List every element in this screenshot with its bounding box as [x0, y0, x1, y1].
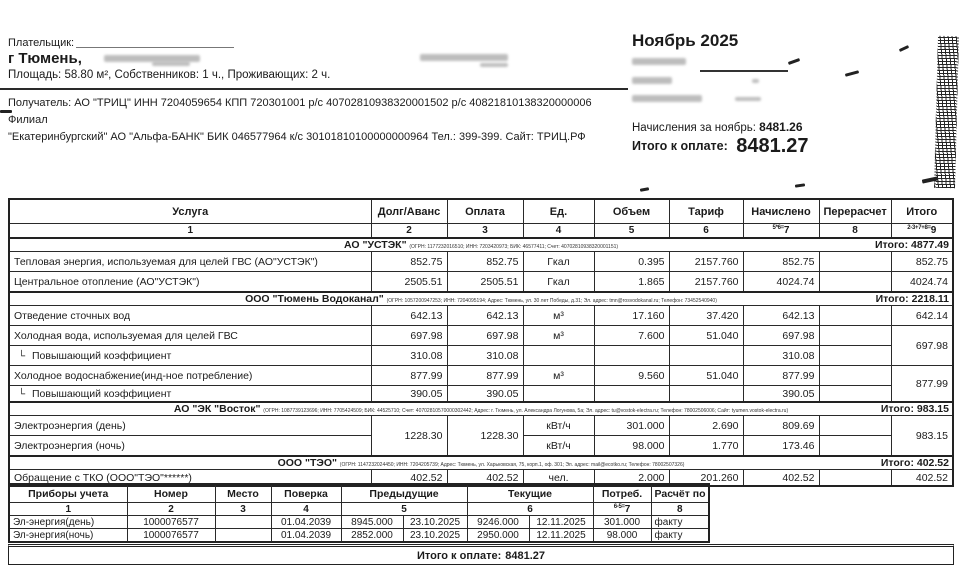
col-num: 8	[651, 503, 709, 516]
scan-artifact	[788, 58, 800, 65]
meter-row: Эл-энергия(день) 1000076577 01.04.2039 8945.000 23.10.2025 9246.000 12.11.2025 301.000 факту	[9, 516, 709, 529]
section-total: Итого: 983.15	[880, 403, 949, 415]
charges-header-row	[9, 199, 953, 224]
col-num: 4	[523, 224, 594, 239]
col-num-formula: $^{6-5=}$7	[593, 503, 651, 516]
scan-artifact	[845, 70, 859, 77]
col-header-previous: Предыдущие	[341, 484, 467, 503]
section-total: Итого: 2218.11	[875, 293, 949, 305]
charges-table	[8, 198, 954, 487]
charge-row: Холодная вода, используемая для целей ГВС 697.98 697.98 м³ 7.600 51.040 697.98 697.98	[9, 326, 953, 346]
formula-sup: 6-5=	[613, 503, 625, 510]
provider-details: (ОГРН: 1147232024450; ИНН: 7204205739; Адрес: Тюмень, ул. Харьковская, 75, корп.1, оф. 301; Эл. адрес: mail@ecotko.ru; Телефон: 78002507326)	[339, 462, 685, 468]
meters-table	[8, 483, 710, 543]
accrual-value: 8481.26	[759, 120, 803, 134]
payer-area-info: Площадь: 58.80 м², Собственников: 1 ч., Проживающих: 2 ч.	[8, 69, 331, 81]
col-num: 4	[271, 503, 341, 516]
redaction-mark	[752, 79, 759, 83]
total-due-label: Итого к оплате:	[632, 139, 728, 153]
charge-row: Холодное водоснабжение(инд-ное потребление) 877.99 877.99 м³ 9.560 51.040 877.99 877.99	[9, 366, 953, 386]
redaction-underline	[700, 70, 788, 72]
col-header-unit: Ед.	[523, 199, 594, 224]
accrual-line	[632, 120, 803, 134]
provider-details: (ОГРН: 1057200947253; ИНН: 7204095194; Адрес: Тюмень, ул. 30 лет Победы, д.31; Эл. адрес: tmn@rosvodokanal.ru; Телефон: 73452540940)	[386, 298, 717, 304]
section-row-teo	[9, 456, 953, 470]
col-header-place: Место	[215, 484, 271, 503]
provider-name: АО "УСТЭК"	[343, 239, 407, 251]
col-num: 3	[215, 503, 271, 516]
formula-sup: 2-3+7+8=	[907, 225, 931, 231]
col-num: 6	[669, 224, 743, 239]
redaction-mark	[420, 54, 508, 61]
service-name: Отведение сточных вод	[9, 306, 371, 326]
col-header-calc: Расчёт по	[651, 484, 709, 503]
redaction-mark	[632, 95, 702, 102]
service-name: Холодная вода, используемая для целей ГВС	[9, 326, 371, 346]
col-num: 2	[127, 503, 215, 516]
section-row-ustek	[9, 238, 953, 252]
grand-total-value: 8481.27	[505, 549, 546, 562]
col-header-tariff: Тариф	[669, 199, 743, 224]
payer-underline	[76, 47, 234, 48]
col-num-formula: $^{2-3+7+8=}$9	[891, 224, 953, 239]
col-header-number: Номер	[127, 484, 215, 503]
scan-artifact	[640, 187, 649, 192]
charge-row: Отведение сточных вод 642.13 642.13 м³ 17.160 37.420 642.13 642.14	[9, 306, 953, 326]
charge-row-sub: └ Повышающий коэффициент 310.08 310.08 310.08	[9, 346, 953, 366]
col-header-meter: Приборы учета	[9, 484, 127, 503]
col-header-accrued: Начислено	[743, 199, 819, 224]
service-name: Холодное водоснабжение(инд-ное потребление)	[9, 366, 371, 386]
provider-details: (ОГРН: 1177232016510; ИНН: 7203420973; БИК: 46577411; Счет: 40702810938320001151)	[409, 244, 619, 250]
meter-name: Эл-энергия(день)	[9, 516, 127, 529]
col-num: 5	[594, 224, 669, 239]
service-name: Центральное отопление (АО"УСТЭК")	[9, 272, 371, 293]
redaction-mark	[152, 62, 190, 66]
total-due-value: 8481.27	[736, 135, 809, 157]
merged-total-cell: 697.98	[891, 326, 953, 366]
scan-artifact	[899, 45, 909, 52]
charge-row-sub: └ Повышающий коэффициент 390.05 390.05 390.05	[9, 386, 953, 403]
section-row-vostok	[9, 402, 953, 416]
col-num: 3	[447, 224, 523, 239]
provider-details: (ОГРН: 1087739123696; ИНН: 7705424509; БИК: 44525710; Счет: 40702810570000302442; Адрес: г. Тюмень, ул. Александра Логунова, 5а; Эл. адрес: tu@vostok-electra.ru; Телефон: 78002506006; Сайт: tyumen.vostok-electra.ru)	[263, 408, 789, 414]
scan-artifact	[795, 183, 805, 187]
meter-name: Эл-энергия(ночь)	[9, 529, 127, 543]
col-header-payment: Оплата	[447, 199, 523, 224]
redaction-mark	[632, 77, 672, 84]
col-header-service: Услуга	[9, 199, 371, 224]
service-name: Тепловая энергия, используемая для целей ГВС (АО"УСТЭК")	[9, 252, 371, 272]
charge-row: Электроэнергия (ночь) кВт/ч 98.000 1.770 173.46	[9, 436, 953, 457]
merged-total-cell: 983.15	[891, 416, 953, 457]
col-header-volume: Объем	[594, 199, 669, 224]
provider-name: ООО "ТЭО"	[277, 457, 338, 469]
service-name: Электроэнергия (ночь)	[9, 436, 371, 457]
redaction-mark	[632, 58, 686, 65]
charge-row: Электроэнергия (день) 1228.30 1228.30 кВт/ч 301.000 2.690 809.69 983.15	[9, 416, 953, 436]
col-num-formula: $^{5*6=}$7	[743, 224, 819, 239]
recipient-info	[8, 95, 630, 146]
merged-total-cell: 877.99	[891, 366, 953, 403]
total-due-line	[632, 135, 809, 158]
col-num: 1	[9, 224, 371, 239]
section-total: Итого: 402.52	[880, 457, 949, 469]
payer-label: Плательщик:	[8, 37, 75, 49]
formula-sup: 5*6=	[772, 225, 784, 231]
provider-name: ООО "Тюмень Водоканал"	[245, 293, 384, 305]
col-num: 1	[9, 503, 127, 516]
provider-name: АО "ЭК "Восток"	[173, 403, 261, 415]
meters-header-row	[9, 484, 709, 503]
service-name: └ Повышающий коэффициент	[9, 386, 371, 403]
recipient-line1: Получатель: АО "ТРИЦ" ИНН 7204059654 КПП 720301001 р/с 40702810938320001502 р/с 40821810138320000006 Филиал	[8, 97, 592, 126]
meter-row: Эл-энергия(ночь) 1000076577 01.04.2039 2852.000 23.10.2025 2950.000 12.11.2025 98.000 факту	[9, 529, 709, 543]
col-header-total: Итого	[891, 199, 953, 224]
scan-artifact	[0, 110, 12, 113]
col-num: 2	[371, 224, 447, 239]
grand-total-bar	[8, 544, 954, 565]
col-header-recalc: Перерасчет	[819, 199, 891, 224]
service-name: Электроэнергия (день)	[9, 416, 371, 436]
charges-colnum-row	[9, 224, 953, 239]
charge-row: Центральное отопление (АО"УСТЭК") 2505.51 2505.51 Гкал 1.865 2157.760 4024.74 4024.74	[9, 272, 953, 293]
merged-payment-cell: 1228.30	[447, 416, 523, 457]
col-header-debt: Долг/Аванс	[371, 199, 447, 224]
redaction-mark	[480, 63, 508, 67]
col-header-consumption: Потреб.	[593, 484, 651, 503]
redaction-mark	[735, 97, 761, 101]
payer-city: г Тюмень,	[8, 50, 82, 67]
header-divider	[0, 88, 628, 90]
merged-debt-cell: 1228.30	[371, 416, 447, 457]
col-num: 5	[341, 503, 467, 516]
billing-month: Ноябрь 2025	[632, 31, 739, 50]
sub-item-mark: └	[18, 388, 26, 400]
service-name: └ Повышающий коэффициент	[9, 346, 371, 366]
section-total: Итого: 4877.49	[874, 239, 949, 251]
accrual-label: Начисления за ноябрь:	[632, 122, 756, 134]
barcode-remnant	[934, 36, 959, 188]
redaction-mark	[104, 55, 200, 62]
service-name: Обращение с ТКО (ООО"ТЭО"******)	[9, 470, 371, 487]
col-header-current: Текущие	[467, 484, 593, 503]
grand-total-label: Итого к оплате:	[416, 549, 502, 562]
col-header-check: Поверка	[271, 484, 341, 503]
recipient-line2: "Екатеринбургский" АО "Альфа-БАНК" БИК 046577964 к/с 30101810100000000964 Тел.: 399-399. Сайт: ТРИЦ.РФ	[8, 131, 586, 143]
section-row-vodokanal	[9, 292, 953, 306]
charge-row: Обращение с ТКО (ООО"ТЭО"******) 402.52 402.52 чел. 2.000 201.260 402.52 402.52	[9, 470, 953, 487]
sub-item-mark: └	[18, 350, 26, 362]
charge-row: Тепловая энергия, используемая для целей ГВС (АО"УСТЭК") 852.75 852.75 Гкал 0.395 2157.760 852.75 852.75	[9, 252, 953, 272]
col-num: 8	[819, 224, 891, 239]
meters-colnum-row	[9, 503, 709, 516]
col-num: 6	[467, 503, 593, 516]
